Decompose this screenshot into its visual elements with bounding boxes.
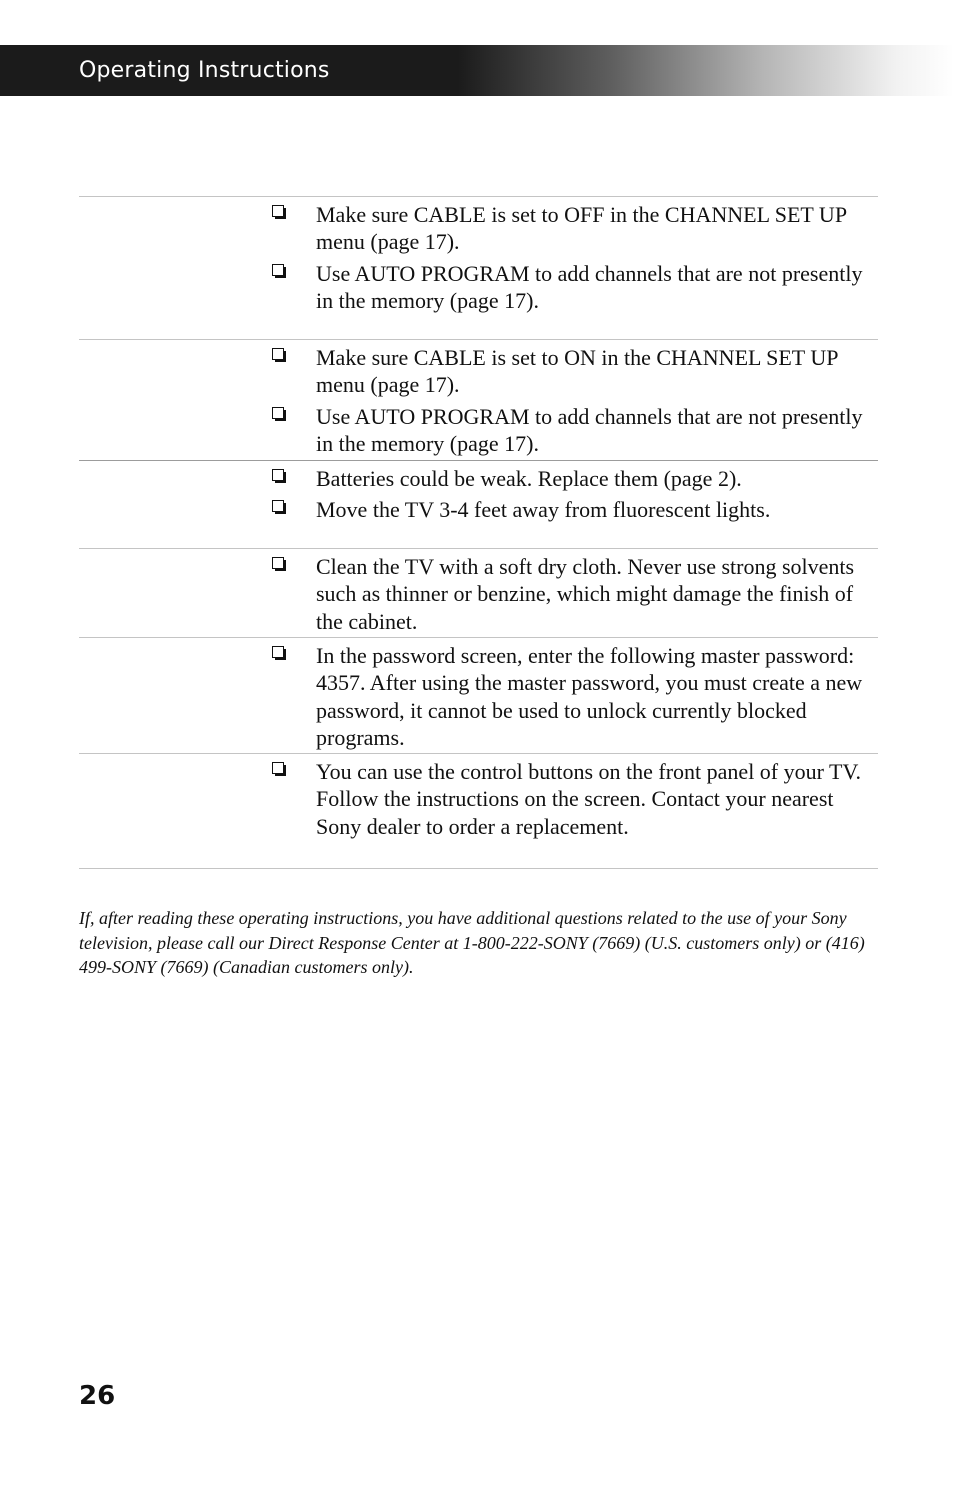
page-number: 26	[79, 1381, 116, 1411]
checklist-item	[79, 496, 878, 523]
checkbox-icon	[272, 264, 284, 276]
checklist-item	[79, 465, 878, 492]
checklist-item-text: You can use the control buttons on the front panel of your TV. Follow the instructions on the screen. Contact your nearest Sony dealer to order a replacement.	[316, 759, 862, 839]
checklist-item	[79, 344, 878, 399]
checkbox-icon	[272, 646, 284, 658]
customer-support-note: If, after reading these operating instructions, you have additional questions related to the use of your Sony television, please call our Direct Response Center at 1-800-222-SONY (7669) (U.S. customers only) or (416) 499-SONY (7669) (Canadian customers only).	[79, 908, 865, 977]
checklist-item-text: Batteries could be weak. Replace them (page 2).	[316, 466, 742, 491]
checkbox-icon	[272, 557, 284, 569]
table-row	[79, 637, 878, 753]
page-header-title: Operating Instructions	[79, 58, 330, 83]
checklist-item	[79, 260, 878, 315]
checkbox-icon	[272, 348, 284, 360]
checklist-item	[79, 403, 878, 458]
checklist-item-text: Make sure CABLE is set to OFF in the CHANNEL SET UP menu (page 17).	[316, 202, 847, 255]
checkbox-icon	[272, 762, 284, 774]
checkbox-icon	[272, 469, 284, 481]
checklist-item-text: In the password screen, enter the following master password: 4357. After using the master password, you must create a new password, it cannot be used to unlock currently blocked programs.	[316, 643, 863, 750]
checklist-item-text: Move the TV 3-4 feet away from fluorescent lights.	[316, 497, 771, 523]
table-row	[79, 753, 878, 869]
checklist-item	[79, 201, 878, 256]
checkbox-icon	[272, 407, 284, 419]
table-row	[79, 548, 878, 637]
checklist-item-text: Use AUTO PROGRAM to add channels that are not presently in the memory (page 17).	[316, 260, 863, 313]
checklist-item	[79, 642, 878, 751]
checklist-item-text: Use AUTO PROGRAM to add channels that are not presently in the memory (page 17).	[316, 403, 863, 456]
checklist-item-text: Clean the TV with a soft dry cloth. Never use strong solvents such as thinner or benzine, which might damage the finish of the cabinet.	[316, 554, 855, 634]
checklist-item-text: Make sure CABLE is set to ON in the CHANNEL SET UP menu (page 17).	[316, 345, 838, 398]
table-row	[79, 339, 878, 460]
checkbox-icon	[272, 205, 284, 217]
table-row	[79, 196, 878, 339]
table-row	[79, 460, 878, 548]
checkbox-icon	[272, 500, 284, 512]
troubleshooting-table	[79, 196, 878, 869]
checklist-item	[79, 758, 878, 840]
checklist-item	[79, 553, 878, 635]
